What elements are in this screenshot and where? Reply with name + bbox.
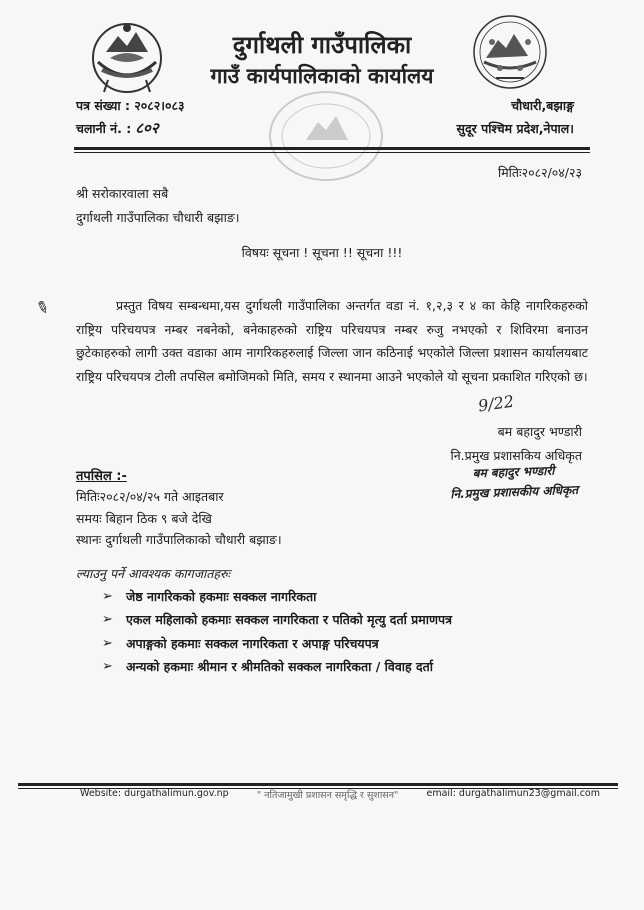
stray-mark-icon: ✎ [33,296,53,319]
body-text: प्रस्तुत विषय सम्बन्धमा,यस दुर्गाथली गाउँपालिका अन्तर्गत वडा नं. १,२,३ र ४ का केहि नागरिकहरुको राष्ट्रिय परिचयपत्र नम्बर नबनेको, बनेकाहरुको राष्ट्रिय परिचयपत्र नम्बर रुजु नभएको र शिविरमा बनाउन छुटेकाहरुको लागी उक्त वडाका आम नागरिकहरुलाई जिल्ला जान कठिनाई भएकोले जिल्ला प्रशासन कार्यालयबाट राष्ट्रिय परिचयपत्र टोली तपसिल बमोजिमको मिति, समय र स्थानमा आउने भएकोले यो सूचना प्रकाशित गरिएको छ। [76,298,588,384]
dispatch-label: चलानी नं. : [76,121,132,136]
dispatch-number: ८०२ [135,119,159,137]
footer-email: email: durgathalimun23@gmail.com [426,788,600,799]
schedule-heading: तपसिल :- [76,469,127,484]
signatory-name: बम बहादुर भण्डारी [497,424,582,439]
addressee-line-2: दुर्गाथली गाउँपालिका चौधारी बझाङ। [76,210,240,225]
footer-divider [18,783,618,786]
address-block [457,94,574,140]
list-item [102,608,452,631]
addressee-block [76,182,240,230]
list-item-text: एकल महिलाको हकमाः सक्कल नागरिकता र पतिको मृत्यु दर्ता प्रमाणपत्र [126,612,453,628]
header-divider [74,147,590,150]
ref-number: पत्र संख्या : २०८२।०८३ [76,98,185,113]
list-item-text: अपाङ्गको हकमाः सक्कल नागरिकता र अपाङ्ग परिचयपत्र [126,635,379,651]
letter-date: मितिः२०८२/०४/२३ [497,165,582,180]
subject-line: विषयः सूचना ! सूचना !! सूचना !!! [241,245,403,260]
list-item [102,655,452,678]
schedule-place: स्थानः दुर्गाथली गाउँपालिकाको चौधारी बझाङ। [76,532,282,547]
footer-website: Website: durgathalimun.gov.np [80,788,229,799]
addressee-line-1: श्री सरोकारवाला सबै [76,186,169,201]
signatory-title: नि.प्रमुख प्रशासकिय अधिकृत [450,448,582,463]
header-divider-thin [74,152,590,153]
faint-office-stamp-icon [266,86,386,186]
org-name: दुर्गाथली गाउँपालिका [232,30,412,59]
stamp-title: नि.प्रमुख प्रशासकीय अधिकृत [450,482,579,502]
schedule-date: मितिः२०८२/०४/२५ गते आइतबार [76,489,224,504]
arrow-right-icon: ➢ [102,635,113,651]
documents-list [102,585,452,679]
documents-heading: ल्याउनु पर्ने आवश्यक कागजातहरुः [76,566,230,581]
signatory-stamp [449,460,578,504]
stamp-name: बम बहादुर भण्डारी [472,463,555,481]
body-paragraph [76,294,588,388]
dispatch-row [76,117,185,140]
schedule-block [76,486,282,551]
handwritten-signature: 9/22 [476,391,516,416]
office-name: गाउँ कार्यपालिकाको कार्यालय [210,63,434,88]
footer [80,788,600,801]
footer-motto: " नतिजामुखी प्रशासन समृद्धि र सुशासन" [256,790,399,801]
reference-block [76,94,185,140]
list-item [102,632,452,655]
address-line-2: सुदूर पश्चिम प्रदेश,नेपाल। [456,121,574,136]
address-line-1: चौधारी,बझाङ्ग [511,98,574,113]
schedule-time: समयः बिहान ठिक ९ बजे देखि [76,510,212,526]
list-item-text: जेष्ठ नागरिकको हकमाः सक्कल नागरिकता [126,589,317,604]
arrow-right-icon: ➢ [102,612,113,628]
arrow-right-icon: ➢ [102,589,113,604]
list-item-text: अन्यको हकमाः श्रीमान र श्रीमतिको सक्कल नागरिकता / विवाह दर्ता [126,659,434,675]
list-item [102,585,452,608]
arrow-right-icon: ➢ [102,659,113,675]
